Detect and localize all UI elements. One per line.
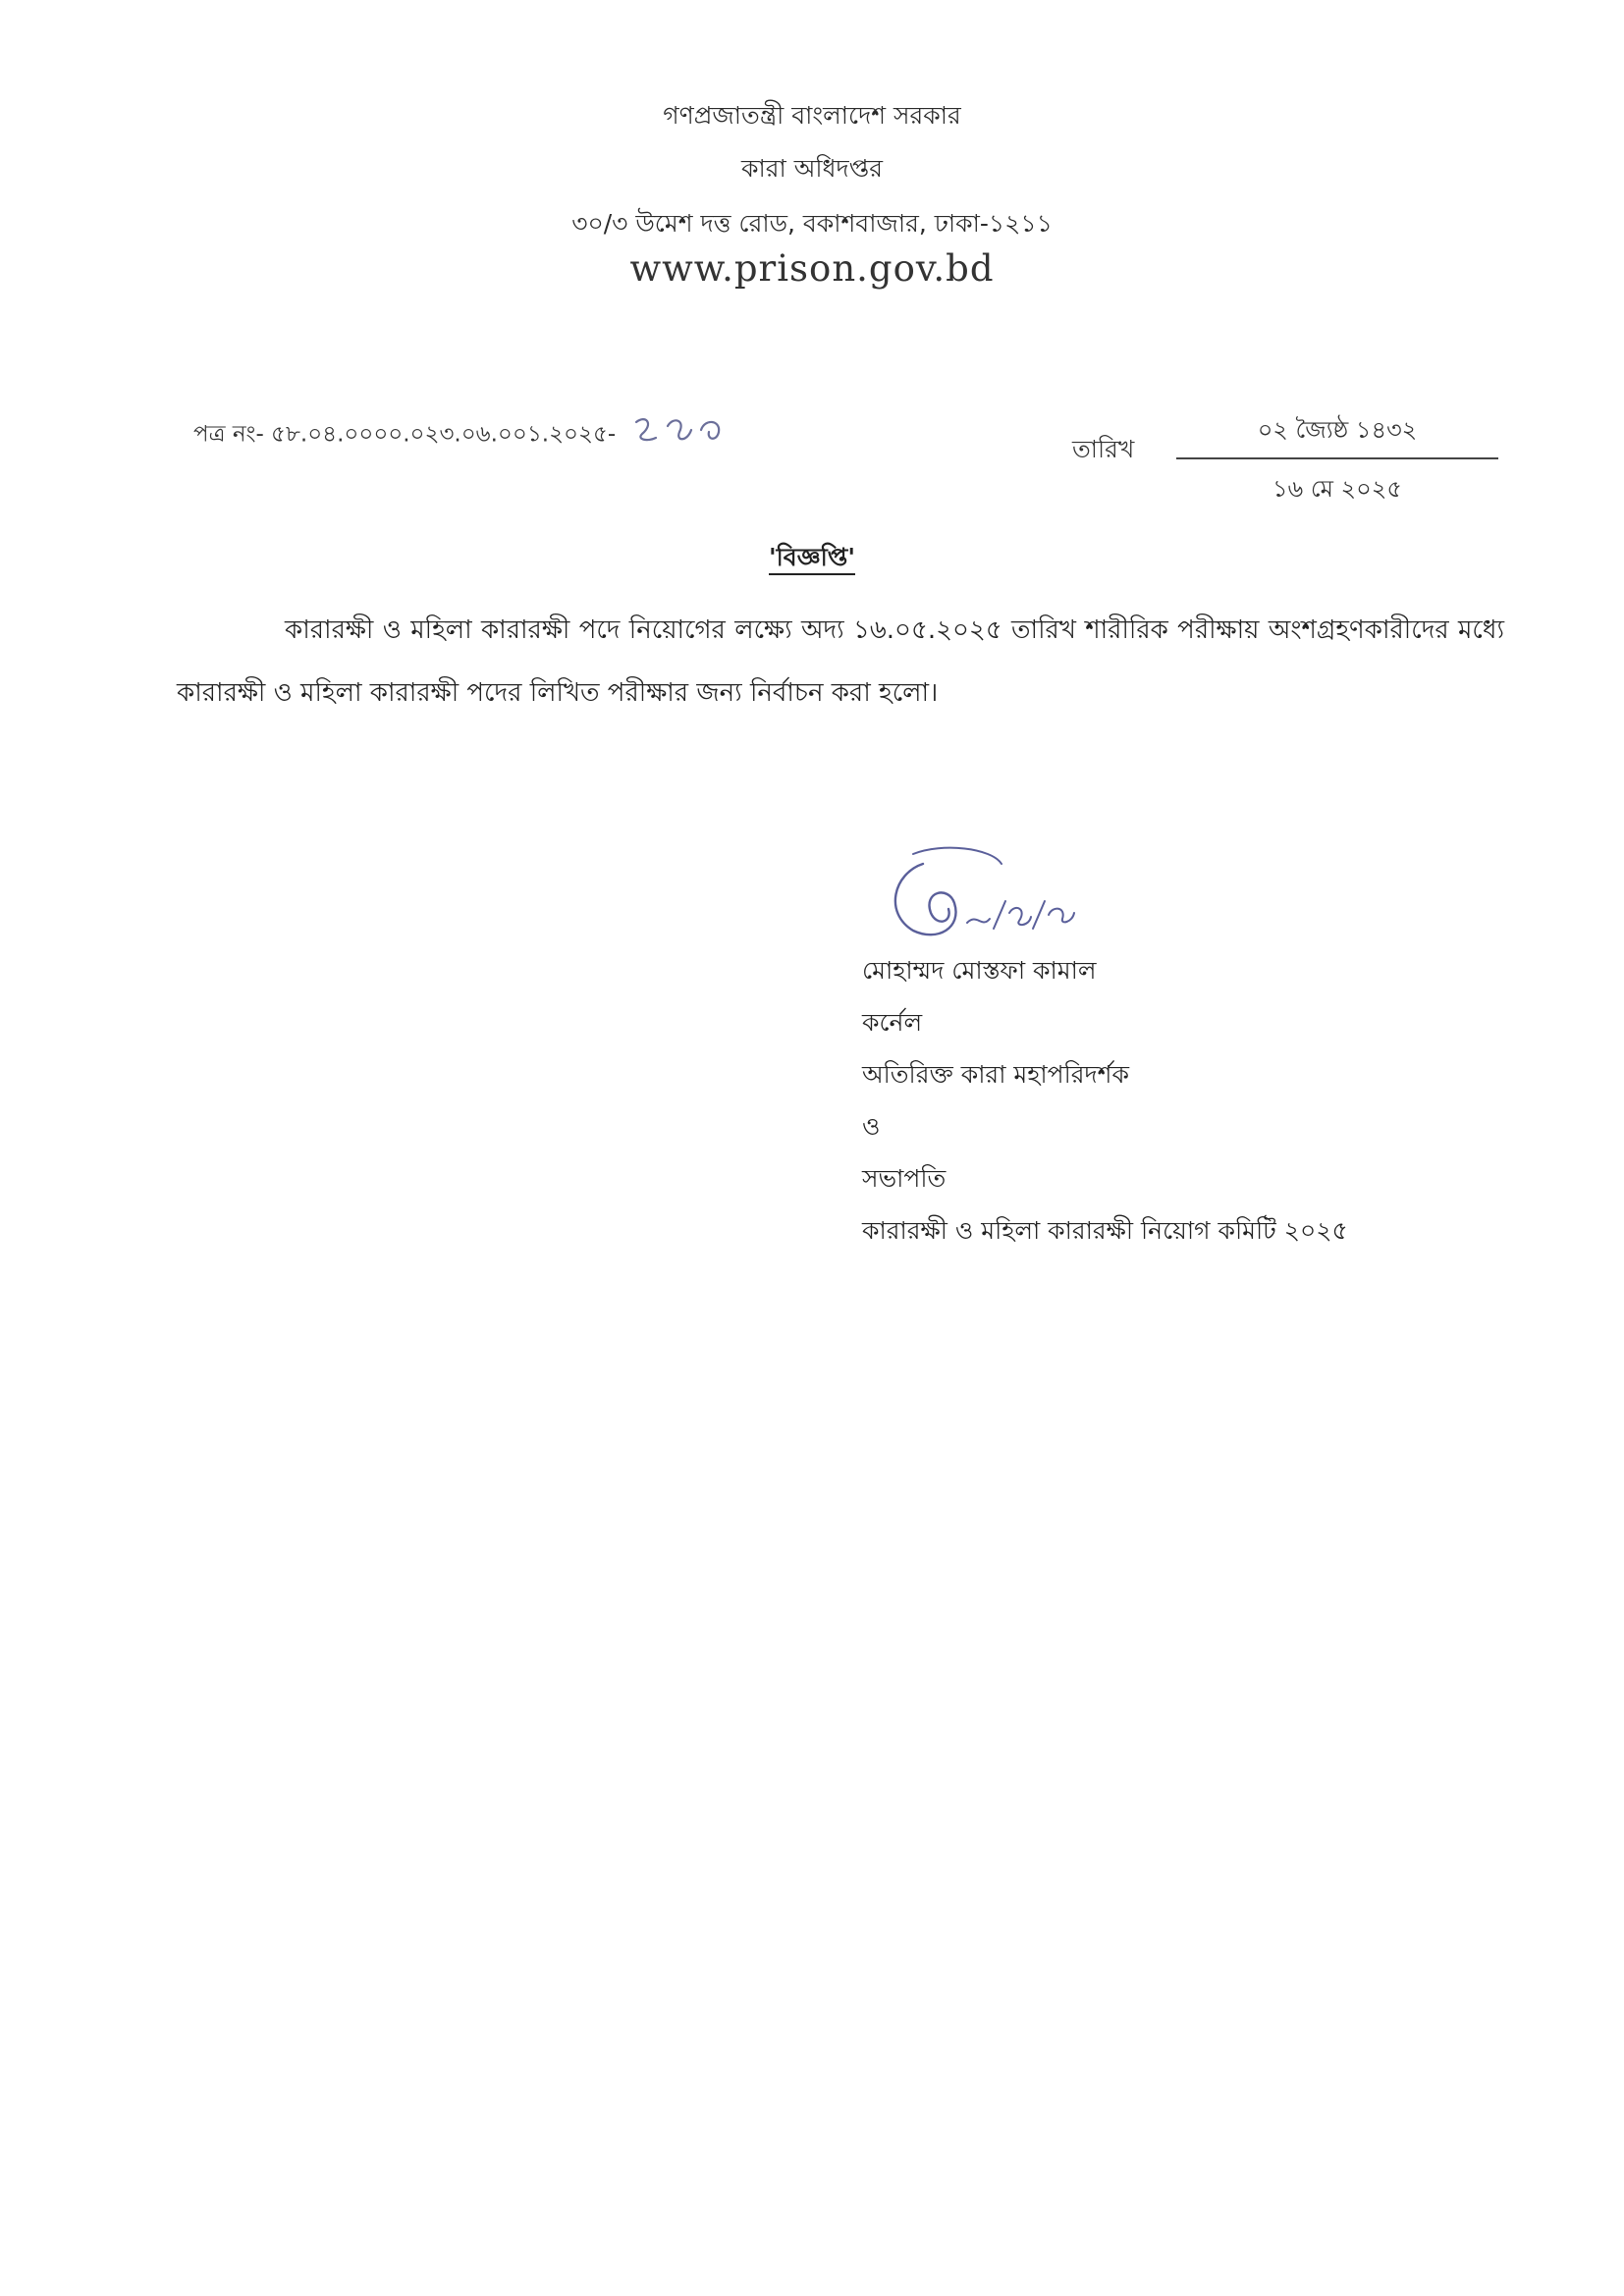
notice-body: কারারক্ষী ও মহিলা কারারক্ষী পদে নিয়োগের লক্ষ্যে অদ্য ১৬.০৫.২০২৫ তারিখ শারীরিক পরীক্ষায় অংশগ্রহণকারীদের মধ্যে কারারক্ষী ও মহিলা কারারক্ষী পদের লিখিত পরীক্ষার জন্য নির্বাচন করা হলো।	[177, 615, 1504, 708]
handwritten-number-scribble	[628, 412, 736, 452]
signatory-designation: অতিরিক্ত কারা মহাপরিদর্শক	[862, 1060, 1129, 1089]
date-bangla: ০২ জ্যৈষ্ঠ ১৪৩২	[1176, 412, 1498, 459]
reference-text: পত্র নং- ৫৮.০৪.০০০০.০২৩.০৬.০০১.২০২৫-	[193, 421, 617, 448]
signatory-role: সভাপতি	[862, 1164, 947, 1193]
signatory-conjunction: ও	[862, 1112, 881, 1141]
signatory-committee: কারারক্ষী ও মহিলা কারারক্ষী নিয়োগ কমিটি ২০২৫	[862, 1216, 1348, 1245]
handwritten-signature	[884, 844, 1080, 952]
signatory-name: মোহাম্মদ মোস্তফা কামাল	[862, 956, 1097, 985]
date-label: তারিখ	[1072, 435, 1135, 463]
website-url: www.prison.gov.bd	[629, 247, 995, 290]
signatory-block	[862, 944, 1348, 1256]
office-address: ৩০/৩ উমেশ দত্ত রোড, বকাশবাজার, ঢাকা-১২১১	[571, 209, 1053, 238]
reference-number	[193, 412, 736, 457]
notice-title-text: 'বিজ্ঞপ্তি'	[769, 543, 855, 575]
government-name: গণপ্রজাতন্ত্রী বাংলাদেশ সরকার	[663, 101, 961, 130]
handwritten-number	[628, 412, 736, 457]
department-name: কারা অধিদপ্তর	[741, 154, 883, 183]
notice-title	[0, 538, 1624, 580]
signatory-rank: কর্নেল	[862, 1008, 923, 1037]
date-english: ১৬ মে ২০২৫	[1272, 475, 1402, 503]
date-block	[1176, 412, 1498, 510]
